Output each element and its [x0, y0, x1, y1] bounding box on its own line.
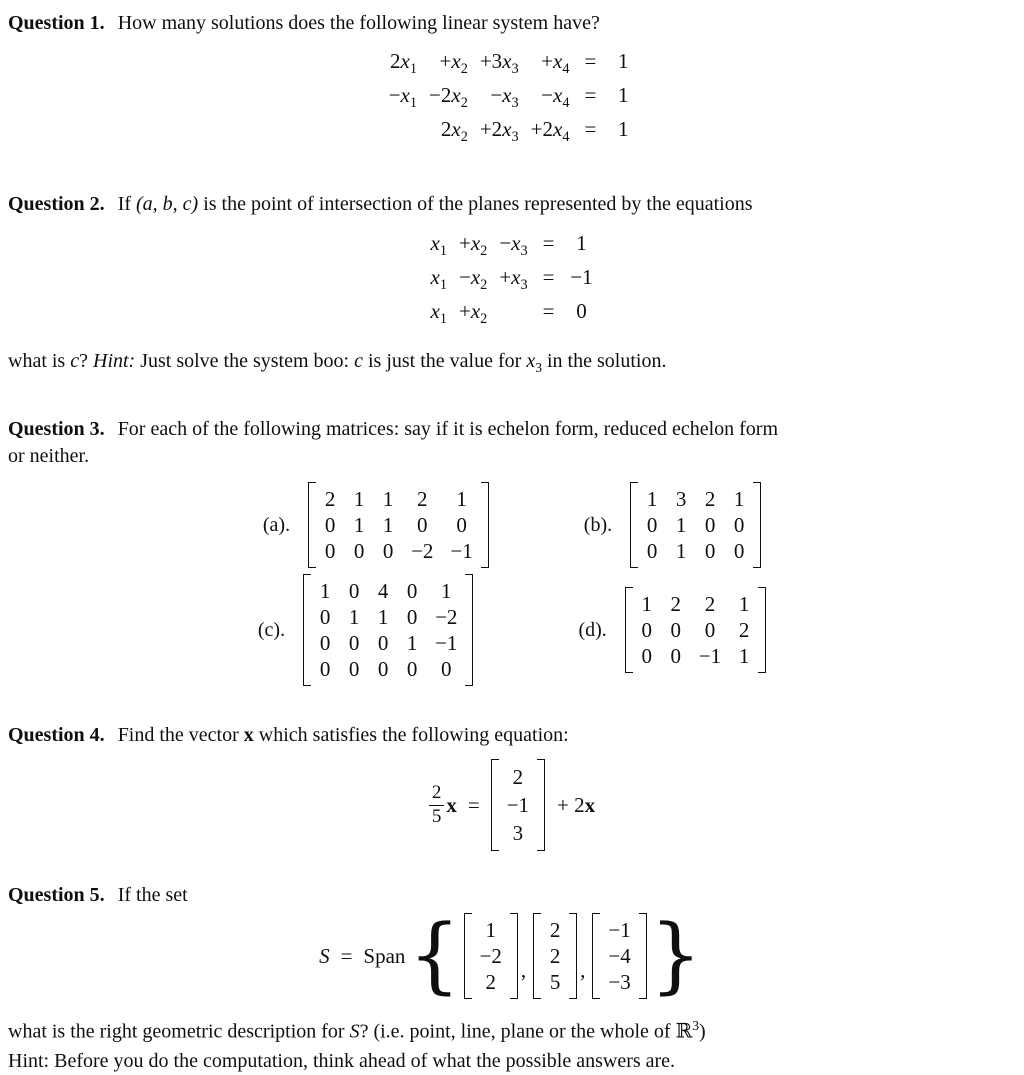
left-bracket: [592, 913, 600, 999]
matrix-cell: 1: [319, 579, 331, 604]
matrix-cell: −1: [435, 631, 458, 656]
matrix-cell: 0: [406, 579, 418, 604]
equation-term: 1: [576, 230, 587, 255]
span-vector-1-grid: [472, 913, 510, 999]
equation-term: [429, 116, 468, 150]
italic-text: c: [70, 350, 80, 373]
matrix-cell: 1: [738, 592, 750, 617]
subscript: 3: [511, 129, 519, 146]
variable: x: [502, 117, 512, 142]
text-segment: ?: [79, 350, 93, 373]
matrix-cell: 0: [704, 513, 716, 538]
equation-term: [389, 116, 417, 150]
question-4-text-pre: Find the vector: [117, 724, 244, 747]
variable: x: [400, 83, 410, 108]
equation-term: [429, 48, 468, 82]
matrix-cell: 1: [441, 579, 452, 604]
equation-term: [531, 116, 570, 150]
left-bracket: [625, 587, 633, 673]
open-brace: {: [408, 908, 461, 1004]
matrix-cell: 2: [324, 487, 336, 512]
subscript: 4: [562, 129, 570, 146]
question-1-label: Question 1.: [8, 12, 105, 34]
matrix-cell: 2: [417, 487, 428, 512]
equation-term: =: [584, 117, 597, 142]
subscript: 2: [480, 242, 488, 259]
equation-term: =: [584, 49, 597, 73]
matrix-cell: 2: [549, 918, 561, 943]
matrix-cell: 1: [353, 513, 365, 538]
equation-term: [480, 116, 519, 150]
matrix-cell: −1: [608, 918, 631, 943]
question-1-heading: [8, 10, 1016, 37]
variable: x: [430, 230, 440, 255]
subscript: 1: [439, 276, 447, 293]
question-4-text-post: which satisfies the following equation:: [253, 724, 569, 747]
question-2-text-post: is the point of intersection of the planes represented by the equations: [198, 192, 753, 215]
left-bracket: [308, 482, 316, 568]
right-bracket: [465, 574, 473, 686]
matrix-cell: −1: [698, 644, 722, 669]
matrix-a-grid: [316, 482, 481, 568]
subscript: 2: [460, 95, 468, 112]
matrix-cell: 0: [441, 657, 452, 682]
text-segment: is just the value for: [363, 350, 527, 373]
matrix-cell: 2: [738, 618, 750, 643]
matrix-cell: 4: [377, 579, 389, 604]
subscript: 3: [535, 360, 542, 376]
subscript: 4: [562, 95, 570, 112]
matrix-cell: −2: [411, 539, 434, 564]
right-bracket: [481, 482, 489, 568]
italic-text: S: [349, 1020, 360, 1043]
question-5-text: If the set: [117, 884, 188, 907]
question-5-label: Question 5.: [8, 884, 105, 907]
question-3-text-line2: or neither.: [8, 445, 90, 468]
text-segment: what is: [8, 350, 71, 373]
close-brace: }: [649, 908, 702, 1004]
matrix-cell: −2: [435, 605, 458, 630]
variable: x: [400, 49, 410, 73]
matrix-cell: 1: [377, 605, 389, 630]
coefficient: +: [541, 49, 553, 73]
matrix-cell: 0: [670, 644, 682, 669]
matrix-cell: 1: [646, 487, 658, 512]
right-bracket: [569, 913, 577, 999]
vector-x-bold: x: [243, 724, 254, 747]
text-segment: in the solution.: [542, 350, 667, 373]
lhs-vector-x: x: [446, 792, 457, 817]
matrix-d: [625, 587, 766, 673]
matrix-cell: 0: [406, 605, 418, 630]
matrices-row-cd: [8, 574, 1016, 686]
question-3-label: Question 3.: [8, 418, 105, 441]
subscript: 2: [480, 311, 488, 328]
text-segment: ): [699, 1020, 706, 1043]
coefficient: +3: [479, 49, 503, 73]
matrix-cell: 0: [324, 539, 336, 564]
span-vector-1: [464, 913, 518, 999]
column-vector-grid: [499, 759, 537, 851]
question-2-heading: [8, 191, 1016, 218]
matrix-cell: 2: [549, 944, 561, 969]
equation-term: =: [542, 230, 555, 255]
variable: x: [470, 298, 481, 323]
comma-separator: ,: [520, 958, 527, 983]
subscript: 3: [511, 95, 519, 112]
variable: x: [502, 49, 512, 73]
subscript: 3: [511, 61, 519, 78]
matrix-c-tag: (c).: [257, 618, 286, 641]
matrix-cell: 0: [319, 605, 331, 630]
italic-text: Hint:: [93, 350, 136, 373]
span-vector-2: [533, 913, 577, 999]
matrix-cell: 0: [646, 539, 658, 564]
matrix-item-c: [258, 574, 474, 686]
question-1-text: How many solutions does the following linear system have?: [117, 12, 600, 34]
coefficient: −2: [429, 83, 452, 108]
variable: x: [430, 264, 440, 289]
matrix-cell: 5: [549, 970, 561, 995]
span-vector-3: [592, 913, 646, 999]
equation-term: [480, 82, 519, 116]
span-word: Span: [363, 943, 406, 968]
coefficient: +2: [479, 117, 503, 142]
variable: x: [451, 83, 461, 108]
text-segment: Just solve the system boo:: [135, 350, 355, 373]
matrix-cell: 1: [353, 487, 365, 512]
variable: x: [430, 298, 440, 323]
matrix-cell: 0: [456, 513, 467, 538]
set-S-symbol: S: [319, 943, 330, 968]
italic-text: c: [354, 350, 363, 373]
equals-sign: =: [467, 792, 480, 817]
matrix-cell: 0: [353, 539, 365, 564]
variable: x: [470, 264, 481, 289]
equation-term: [499, 264, 527, 298]
matrix-cell: 1: [382, 513, 394, 538]
matrix-cell: 0: [348, 579, 360, 604]
matrix-b-grid: [638, 482, 753, 568]
matrix-cell: 0: [319, 657, 331, 682]
fraction-numerator: 2: [429, 783, 445, 806]
matrix-cell: 1: [738, 644, 750, 669]
coefficient: −: [388, 83, 401, 108]
subscript: 1: [409, 95, 418, 112]
matrix-item-a: [263, 482, 489, 568]
coefficient: 2: [390, 49, 401, 73]
equation-term: [480, 48, 519, 82]
matrix-cell: 2: [704, 487, 716, 512]
equation-term: [499, 230, 527, 264]
question-2-followup: [8, 348, 1016, 381]
matrix-cell: 1: [348, 605, 360, 630]
matrix-cell: 0: [641, 644, 653, 669]
variable: x: [502, 83, 512, 108]
matrix-cell: 3: [675, 487, 687, 512]
right-bracket: [753, 482, 761, 568]
matrix-cell: 0: [417, 513, 428, 538]
coefficient: +: [459, 230, 471, 255]
left-bracket: [630, 482, 638, 568]
subscript: 3: [520, 276, 528, 293]
matrix-cell: 0: [733, 539, 745, 564]
matrix-cell: 3: [512, 821, 524, 846]
equation-term: 1: [618, 49, 629, 73]
right-bracket: [510, 913, 518, 999]
span-vector-2-grid: [541, 913, 569, 999]
subscript: 2: [460, 61, 468, 78]
clipped-hint-line: Hint: Before you do the computation, think ahead of what the possible answers are.: [8, 1049, 676, 1072]
comma-separator: ,: [580, 958, 586, 983]
matrix-cell: 0: [641, 618, 653, 643]
matrix-cell: 2: [670, 592, 682, 617]
matrix-cell: 0: [319, 631, 331, 656]
question-3-heading: [8, 416, 1016, 470]
subscript: 2: [460, 129, 468, 146]
question-2-linear-system: [8, 230, 1016, 333]
equation-term: 0: [576, 298, 587, 323]
equation-term: =: [542, 264, 555, 289]
question-5-heading: [8, 882, 1016, 909]
equation-term: [531, 48, 570, 82]
equation-term: 1: [618, 83, 629, 108]
matrices-row-ab: [8, 482, 1016, 568]
matrix-cell: 0: [704, 618, 716, 643]
fraction-two-fifths: [429, 783, 445, 827]
left-bracket: [464, 913, 472, 999]
question-4-heading: [8, 722, 1016, 749]
question-2-label: Question 2.: [8, 192, 105, 215]
matrix-cell: 2: [512, 765, 524, 790]
equation-term: [389, 48, 417, 82]
coefficient: −: [541, 83, 553, 108]
variable: x: [552, 117, 563, 142]
equation-term: [459, 264, 487, 298]
matrix-cell: 1: [675, 513, 687, 538]
equation-term: =: [542, 298, 555, 323]
matrix-d-tag: (d).: [578, 618, 607, 641]
text-segment: ? (i.e. point, line, plane or the whole of: [359, 1020, 676, 1043]
right-bracket: [639, 913, 647, 999]
text-segment: what is the right geometric description for: [8, 1020, 350, 1043]
coefficient: −: [459, 264, 471, 289]
matrix-cell: 0: [670, 618, 682, 643]
matrix-b-tag: (b).: [583, 513, 613, 536]
question-1-linear-system: [8, 48, 1016, 151]
coefficient: +: [439, 49, 452, 73]
matrix-cell: 2: [704, 592, 716, 617]
subscript: 2: [480, 276, 488, 293]
matrix-cell: −3: [608, 970, 631, 995]
matrix-cell: 0: [733, 513, 745, 538]
matrix-cell: 1: [406, 631, 418, 656]
matrix-cell: 0: [704, 539, 716, 564]
coefficient: −: [490, 83, 503, 108]
matrix-cell: −4: [608, 944, 631, 969]
subscript: 1: [439, 311, 447, 328]
variable: x: [552, 83, 563, 108]
rhs-operator: + 2: [557, 792, 585, 817]
subscript: 1: [409, 61, 418, 78]
matrix-cell: 0: [646, 513, 658, 538]
matrix-item-b: [584, 482, 761, 568]
right-bracket: [758, 587, 766, 673]
equation-term: [431, 264, 447, 298]
matrix-d-grid: [633, 587, 758, 673]
matrix-cell: 0: [348, 657, 360, 682]
equation-term: [431, 230, 447, 264]
left-bracket: [303, 574, 311, 686]
left-bracket: [491, 759, 499, 851]
matrix-b: [630, 482, 761, 568]
matrix-cell: −1: [450, 539, 473, 564]
variable: x: [511, 264, 521, 289]
right-bracket: [537, 759, 545, 851]
equation-term: [431, 298, 447, 332]
point-abc-math: (a, b, c): [136, 192, 199, 215]
fraction-denominator: 5: [431, 805, 442, 827]
question-5-followup: [8, 1012, 1016, 1046]
subscript: 3: [520, 242, 528, 259]
matrix-item-d: [578, 587, 766, 673]
matrix-c-grid: [311, 574, 465, 686]
variable: x: [470, 230, 481, 255]
subscript: 4: [562, 61, 570, 78]
variable: x: [511, 230, 521, 255]
math-term: [526, 350, 542, 376]
matrix-cell: 1: [675, 539, 687, 564]
coefficient: +: [499, 264, 512, 289]
matrix-cell: 2: [485, 970, 496, 995]
matrix-cell: 1: [382, 487, 394, 512]
coefficient: −: [499, 230, 512, 255]
matrix-cell: 1: [456, 487, 467, 512]
matrix-a: [308, 482, 489, 568]
matrix-cell: 1: [733, 487, 745, 512]
coefficient: +2: [530, 117, 553, 142]
variable: x: [451, 117, 461, 142]
equation-term: =: [584, 83, 597, 108]
question-2-text-pre: If: [117, 192, 137, 215]
left-bracket: [533, 913, 541, 999]
matrix-cell: 0: [324, 513, 336, 538]
variable: x: [526, 350, 536, 373]
variable: x: [451, 49, 461, 73]
matrix-cell: 0: [406, 657, 418, 682]
matrix-a-tag: (a).: [262, 513, 291, 536]
equals-sign: =: [340, 943, 353, 968]
equation-term: [531, 82, 570, 116]
coefficient: +: [459, 298, 471, 323]
span-vector-3-grid: [600, 913, 638, 999]
equation-term: [459, 298, 487, 332]
matrix-c: [303, 574, 473, 686]
matrix-cell: 0: [348, 631, 360, 656]
matrix-cell: 1: [641, 592, 653, 617]
question-5-span-equation: [8, 908, 1016, 1004]
matrix-cell: 1: [485, 918, 496, 943]
question-4-label: Question 4.: [8, 724, 105, 747]
equation-term: [389, 82, 417, 116]
matrix-cell: −2: [479, 944, 502, 969]
equation-term: [459, 230, 487, 264]
rhs-vector-x: x: [584, 792, 596, 817]
variable: x: [552, 49, 563, 73]
matrix-cell: 0: [377, 631, 389, 656]
text-segment: ℝ: [675, 1020, 693, 1043]
equation-term: −1: [570, 264, 593, 289]
equation-term: [429, 82, 468, 116]
equation-term: 1: [618, 117, 629, 142]
matrix-cell: 0: [382, 539, 394, 564]
matrix-cell: 0: [377, 657, 389, 682]
matrix-cell: −1: [506, 793, 530, 818]
column-vector: [491, 759, 545, 851]
subscript: 1: [439, 242, 447, 259]
equation-term: [499, 298, 527, 332]
coefficient: 2: [440, 117, 452, 142]
question-4-equation: [8, 759, 1016, 851]
superscript: 3: [692, 1018, 700, 1034]
question-3-text-line1: For each of the following matrices: say if it is echelon form, reduced echelon form: [117, 418, 779, 441]
